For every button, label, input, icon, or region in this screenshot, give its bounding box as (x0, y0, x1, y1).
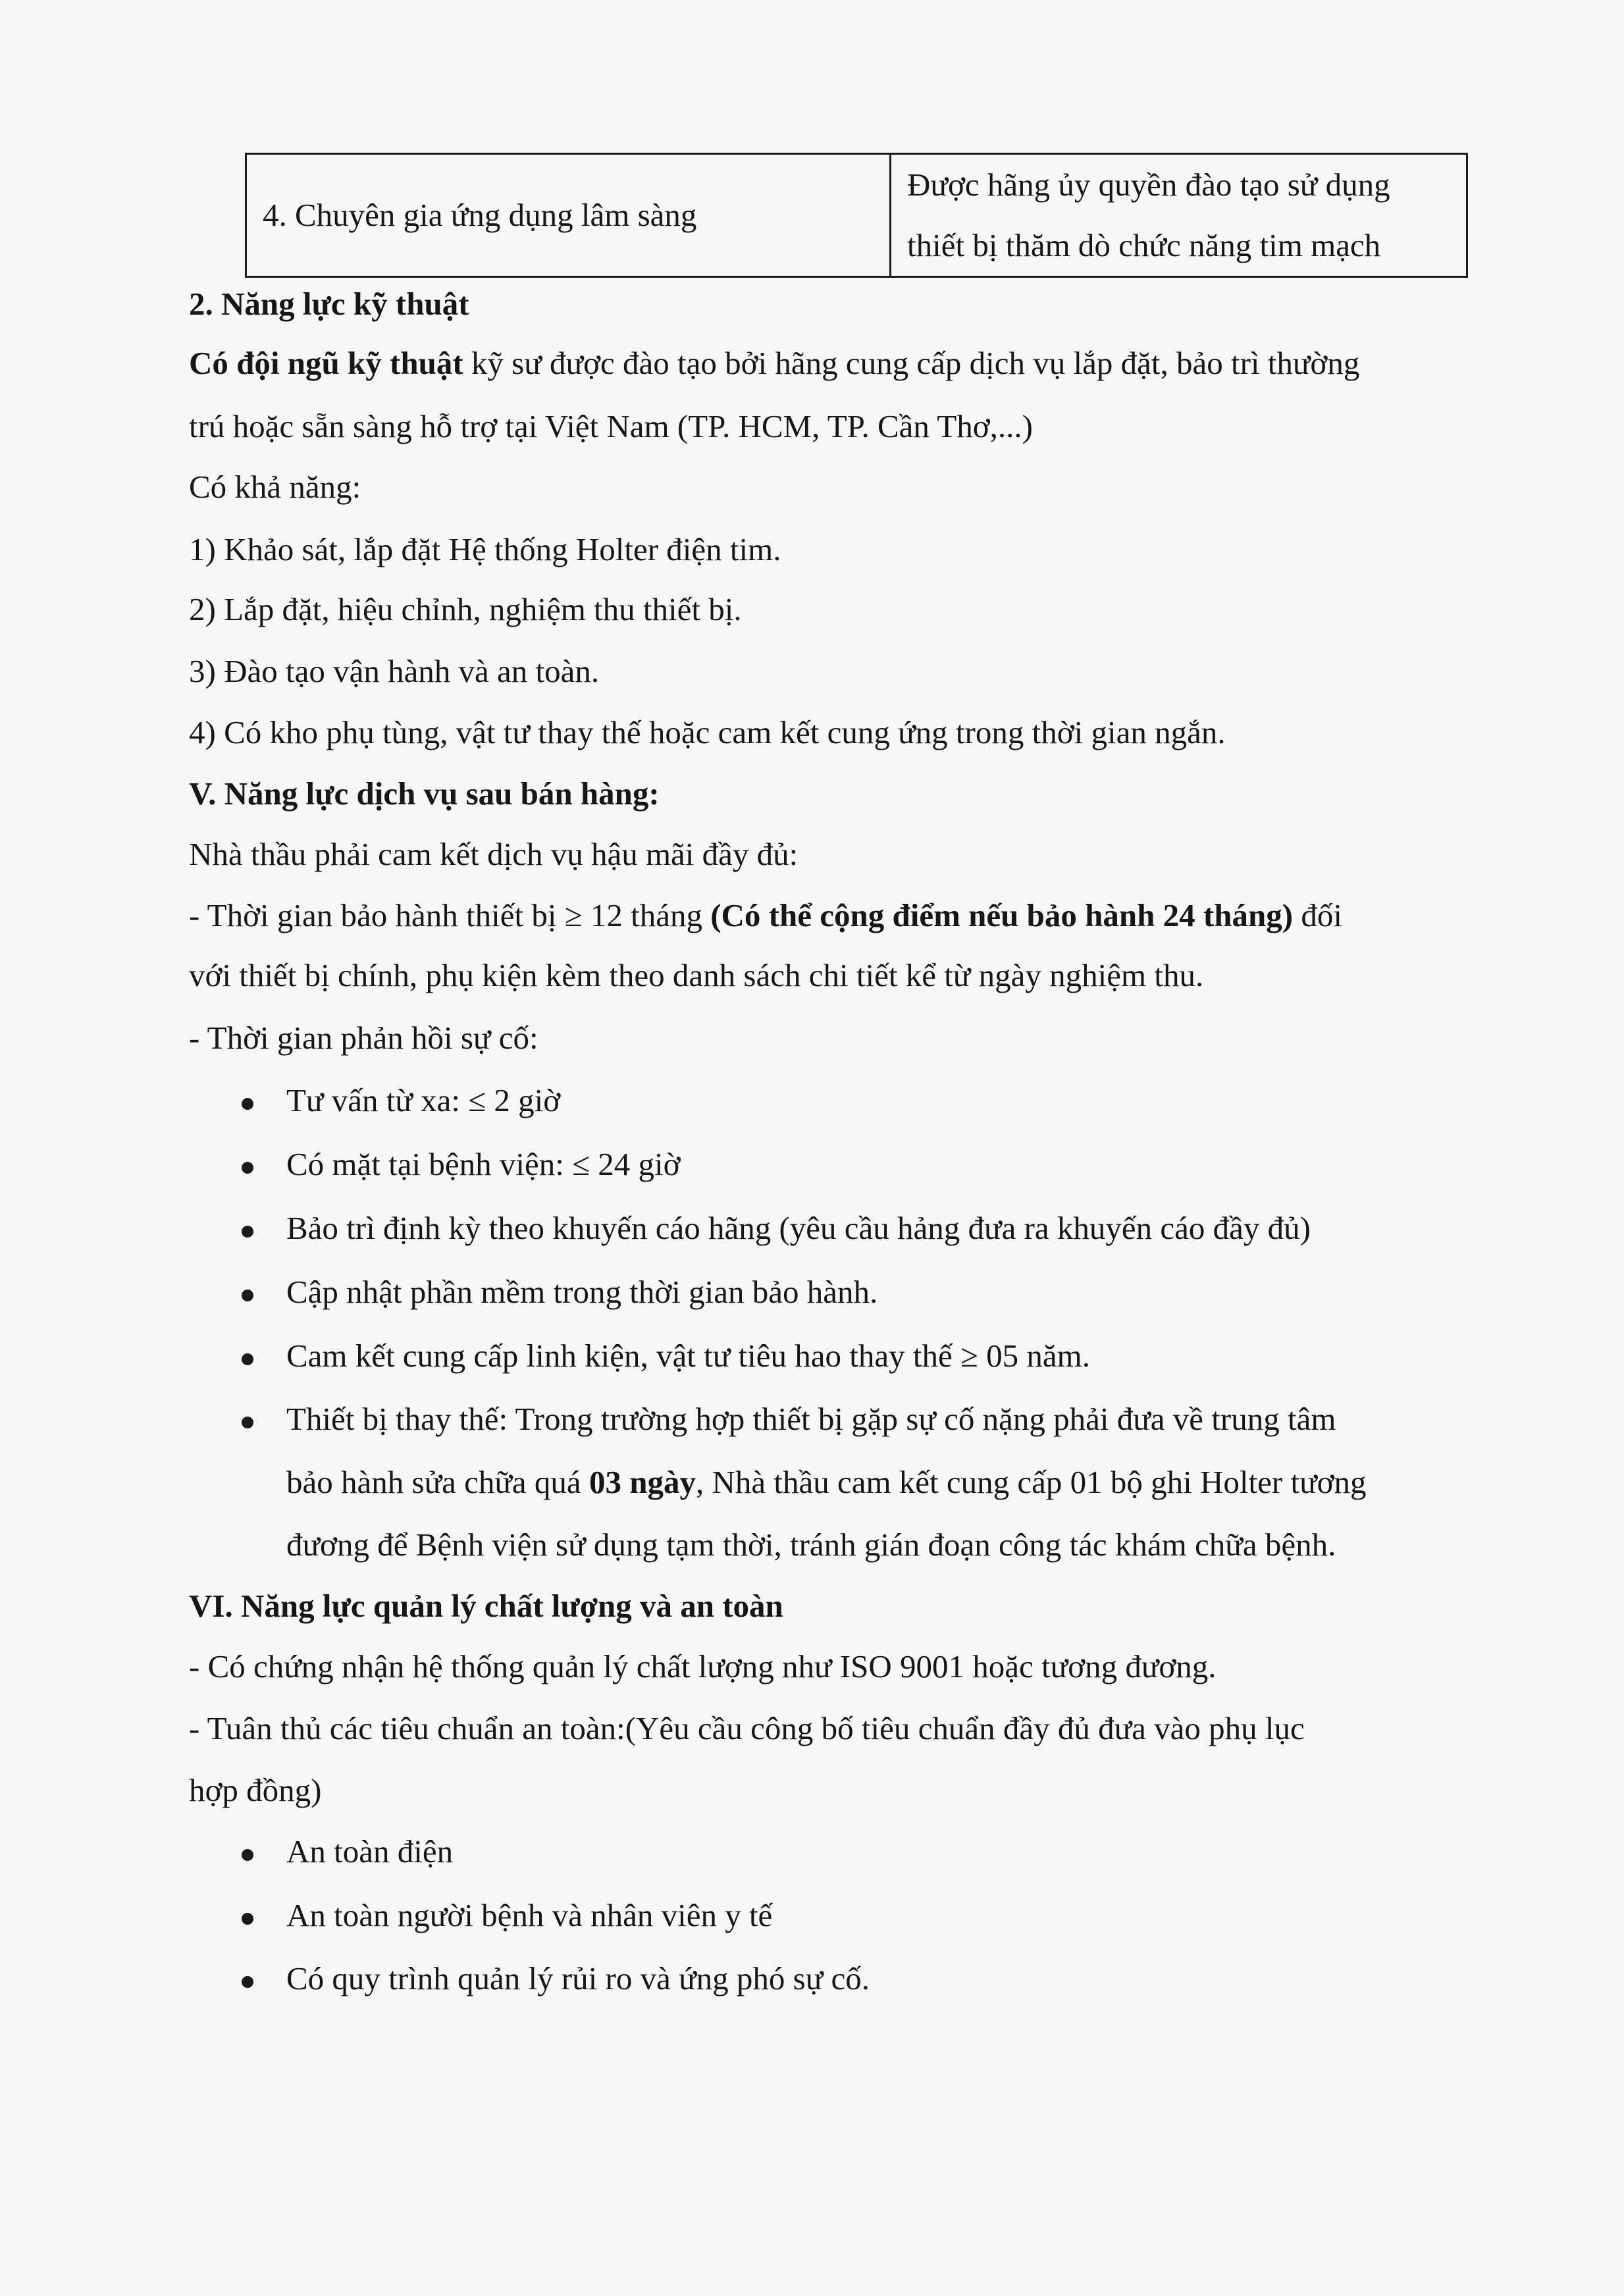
warranty-tail: đối (1293, 897, 1342, 933)
quality-heading: VI. Năng lực quản lý chất lượng và an toàn (189, 1588, 783, 1624)
iso-line: - Có chứng nhận hệ thống quản lý chất lượng như ISO 9001 hoặc tương đương. (189, 1648, 1217, 1684)
after-sales-intro: Nhà thầu phải cam kết dịch vụ hậu mãi đầy đủ: (189, 836, 799, 872)
table-row (246, 154, 1467, 277)
warranty-text: - Thời gian bảo hành thiết bị ≥ 12 tháng (189, 897, 711, 933)
after-sales-heading: V. Năng lực dịch vụ sau bán hàng: (189, 775, 660, 812)
bullet-icon (242, 1417, 253, 1428)
safety-line-2: hợp đồng) (189, 1772, 322, 1808)
table-cell-requirement (891, 154, 1467, 277)
technical-intro-bold: Có đội ngũ kỹ thuật (189, 345, 463, 381)
response-bullet-4: Cập nhật phần mềm trong thời gian bảo hành. (286, 1274, 878, 1310)
replacement-line-2 (286, 1463, 1367, 1502)
role-text: 4. Chuyên gia ứng dụng lâm sàng (263, 197, 697, 233)
capability-item-4: 4) Có kho phụ tùng, vật tư thay thế hoặc cam kết cung ứng trong thời gian ngắn. (189, 714, 1226, 750)
technical-intro-line-2: trú hoặc sẵn sàng hỗ trợ tại Việt Nam (TP. HCM, TP. Cần Thơ,...) (189, 408, 1033, 444)
safety-bullet-1: An toàn điện (286, 1833, 454, 1869)
safety-bullet-2: An toàn người bệnh và nhân viên y tế (286, 1897, 773, 1933)
requirement-line-1: Được hãng ủy quyền đào tạo sử dụng (907, 167, 1390, 203)
bullet-icon (242, 1849, 253, 1861)
bullet-icon (242, 1290, 253, 1301)
technical-intro-line-1 (189, 344, 1359, 383)
requirement-line-2: thiết bị thăm dò chức năng tim mạch (907, 227, 1381, 263)
replacement-line-3: đương để Bệnh viện sử dụng tạm thời, tránh gián đoạn công tác khám chữa bệnh. (286, 1526, 1336, 1563)
safety-line-1: - Tuân thủ các tiêu chuẩn an toàn:(Yêu cầu công bố tiêu chuẩn đầy đủ đưa vào phụ lục (189, 1710, 1305, 1746)
bullet-icon (242, 1226, 253, 1238)
bullet-icon (242, 1913, 253, 1925)
capability-label: Có khả năng: (189, 469, 361, 505)
warranty-line-1 (189, 896, 1342, 935)
response-bullet-1: Tư vấn từ xa: ≤ 2 giờ (286, 1082, 561, 1118)
response-bullet-3: Bảo trì định kỳ theo khuyến cáo hãng (yêu cầu hảng đưa ra khuyến cáo đầy đủ) (286, 1210, 1311, 1246)
replacement-days: 03 ngày (589, 1464, 696, 1500)
bullet-icon (242, 1976, 253, 1988)
technical-heading: 2. Năng lực kỹ thuật (189, 286, 469, 322)
bullet-icon (242, 1162, 253, 1174)
bullet-icon (242, 1098, 253, 1110)
warranty-bonus-text: (Có thể cộng điểm nếu bảo hành 24 tháng) (710, 897, 1294, 933)
response-bullet-5: Cam kết cung cấp linh kiện, vật tư tiêu hao thay thế ≥ 05 năm. (286, 1338, 1090, 1374)
personnel-table (245, 153, 1468, 278)
warranty-line-2: với thiết bị chính, phụ kiện kèm theo danh sách chi tiết kể từ ngày nghiệm thu. (189, 957, 1204, 993)
technical-intro-rest: kỹ sư được đào tạo bởi hãng cung cấp dịch vụ lắp đặt, bảo trì thường (463, 345, 1360, 381)
capability-item-1: 1) Khảo sát, lắp đặt Hệ thống Holter điện tim. (189, 531, 781, 567)
response-bullet-2: Có mặt tại bệnh viện: ≤ 24 giờ (286, 1146, 681, 1182)
bullet-icon (242, 1353, 253, 1365)
safety-bullet-3: Có quy trình quản lý rủi ro và ứng phó sự cố. (286, 1960, 870, 1996)
capability-item-3: 3) Đào tạo vận hành và an toàn. (189, 653, 600, 689)
replacement-rest: , Nhà thầu cam kết cung cấp 01 bộ ghi Holter tương (695, 1464, 1367, 1500)
capability-item-2: 2) Lắp đặt, hiệu chỉnh, nghiệm thu thiết bị. (189, 591, 742, 627)
replacement-line-1: Thiết bị thay thế: Trong trường hợp thiết bị gặp sự cố nặng phải đưa về trung tâm (286, 1401, 1336, 1437)
replacement-text: bảo hành sửa chữa quá (286, 1464, 589, 1500)
table-cell-role (246, 154, 891, 277)
response-label: - Thời gian phản hồi sự cố: (189, 1020, 538, 1056)
